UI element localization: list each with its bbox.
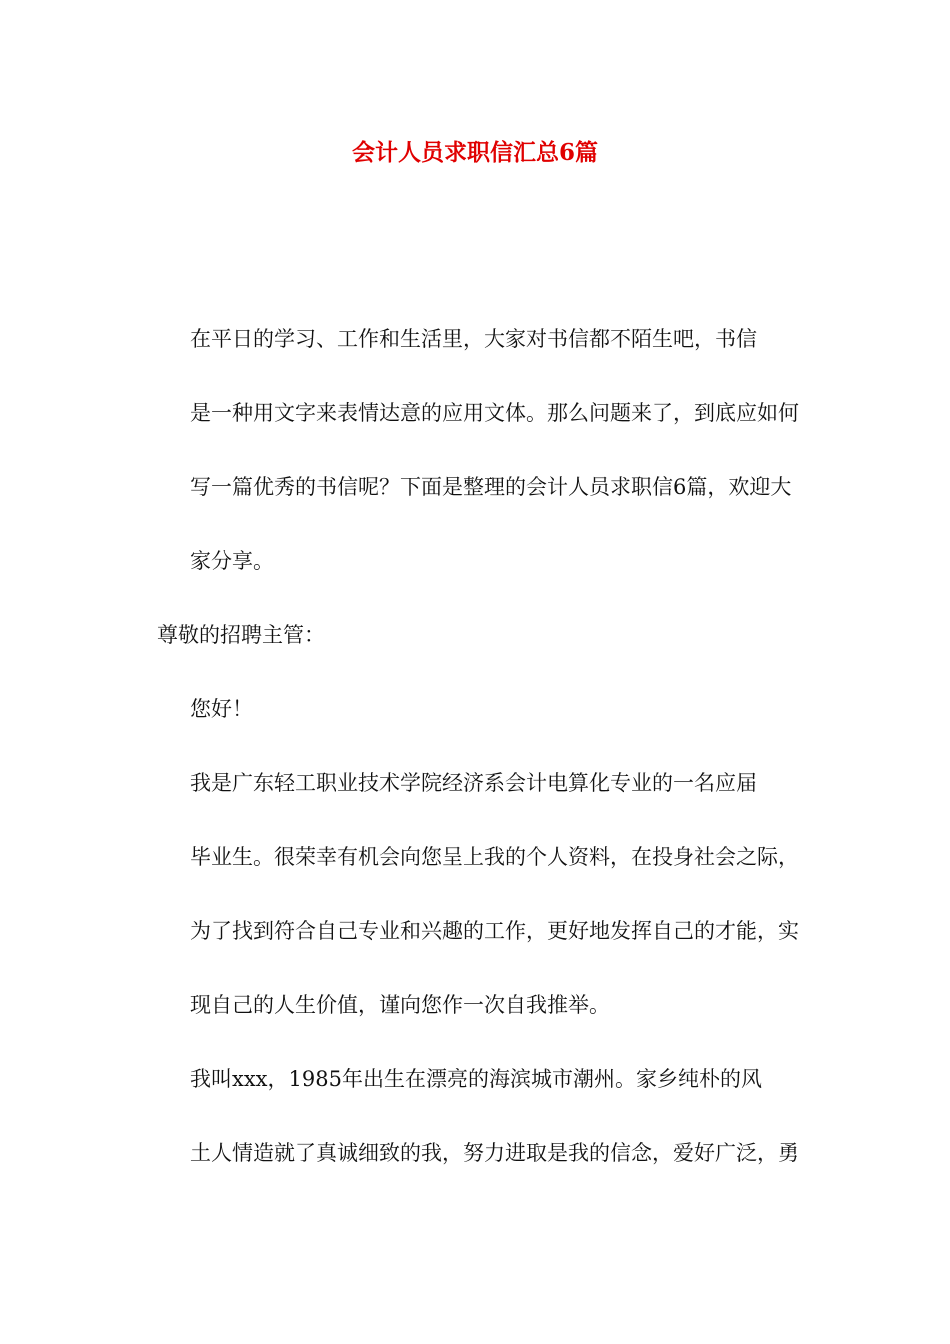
paragraph-salutation [146, 617, 806, 654]
text-line: 家分享。 [190, 549, 274, 573]
document-body [146, 321, 806, 1209]
text-line: 是一种用文字来表情达意的应用文体。那么问题来了，到底应如何 [190, 401, 799, 425]
text-line: 毕业生。很荣幸有机会向您呈上我的个人资料，在投身社会之际， [190, 845, 799, 869]
text-line: 现自己的人生价值，谨向您作一次自我推举。 [190, 993, 610, 1017]
text-line: 土人情造就了真诚细致的我，努力进取是我的信念，爱好广泛，勇 [190, 1141, 799, 1165]
paragraph-greeting [146, 691, 806, 728]
text-line: 为了找到符合自己专业和兴趣的工作，更好地发挥自己的才能，实 [190, 919, 799, 943]
paragraph-intro [146, 321, 806, 580]
text-line: 我是广东轻工职业技术学院经济系会计电算化专业的一名应届 [190, 771, 757, 795]
text-line: 在平日的学习、工作和生活里，大家对书信都不陌生吧，书信 [190, 327, 757, 351]
document-title: 会计人员求职信汇总6篇 [351, 139, 598, 166]
text-line: 尊敬的招聘主管： [157, 623, 325, 647]
paragraph-background [146, 1061, 806, 1172]
text-line: 写一篇优秀的书信呢？下面是整理的会计人员求职信6篇，欢迎大 [190, 475, 792, 499]
text-line: 您好！ [190, 697, 253, 721]
text-line: 我叫xxx，1985年出生在漂亮的海滨城市潮州。家乡纯朴的风 [190, 1067, 762, 1091]
paragraph-self-intro [146, 765, 806, 1024]
